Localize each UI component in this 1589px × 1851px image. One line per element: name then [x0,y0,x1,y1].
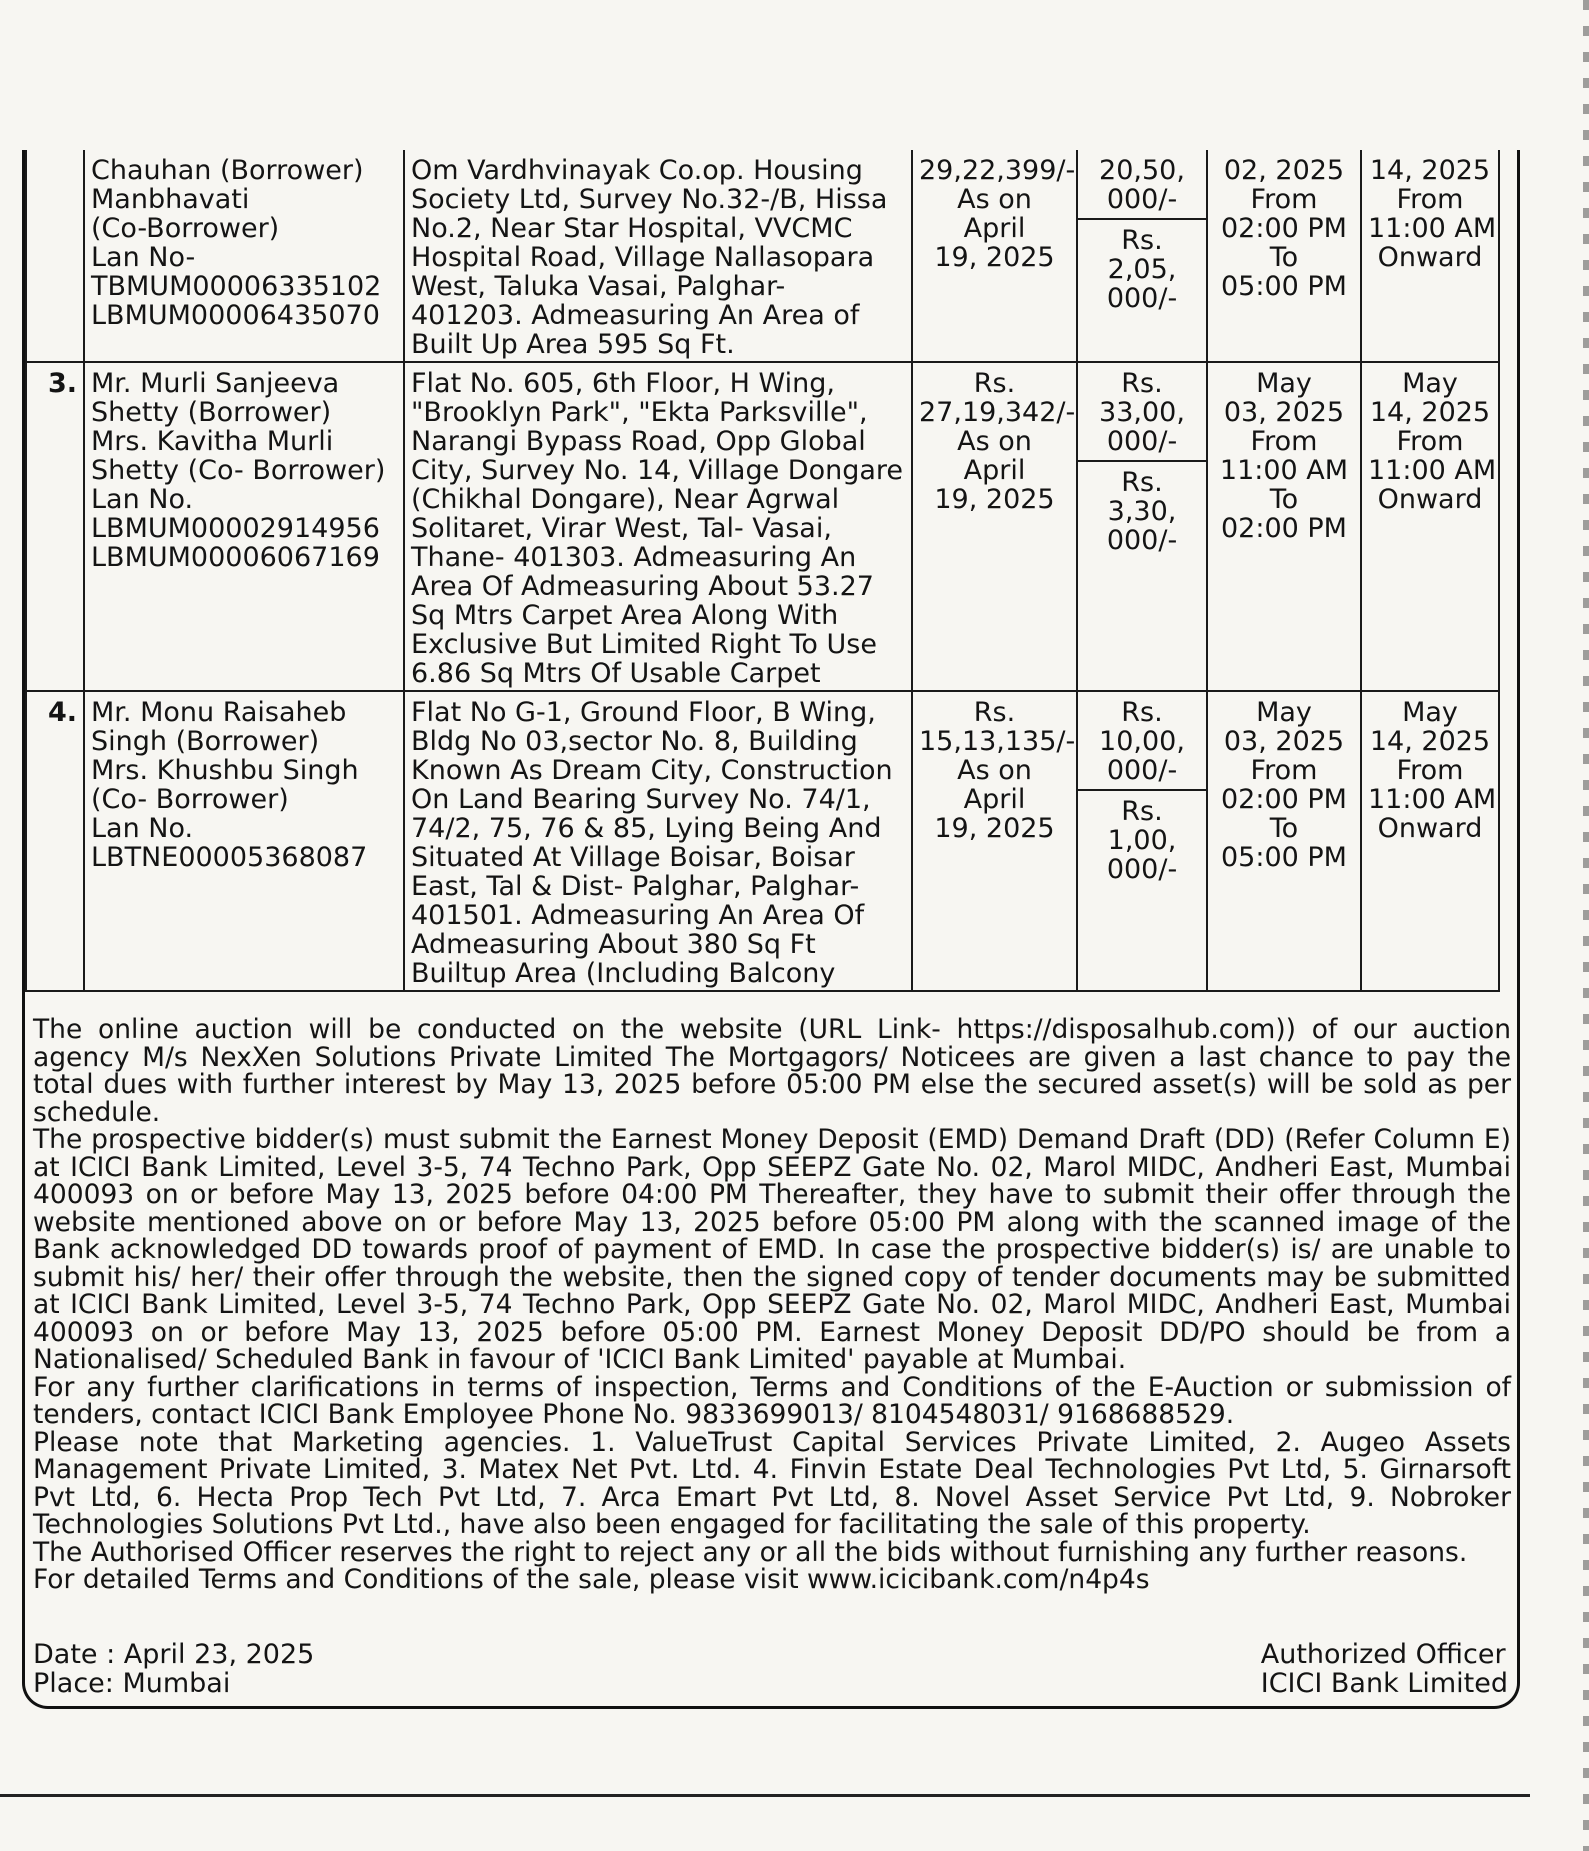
borrower-line: LBTNE00005368087 [91,842,368,873]
property-line: Built Up Area 595 Sq Ft. [411,329,735,360]
emd-line: Rs. [1121,467,1163,498]
inspection-line: 02:00 PM [1221,513,1347,544]
auction-line: May [1402,368,1458,399]
borrower-line: LBMUM00002914956 [91,513,380,544]
inspection-line: From [1250,426,1318,457]
emd-amount [1084,462,1200,555]
dues-line: 19, 2025 [934,484,1055,515]
reserve-line: 20,50, [1099,155,1185,186]
property-cell [404,150,912,362]
dues-line: April [963,784,1026,815]
emd-line: 3,30, [1107,496,1177,527]
property-line: 401501. Admeasuring An Area Of [411,900,865,931]
emd-amount [1084,220,1200,313]
inspection-line: 05:00 PM [1221,842,1347,873]
borrower-line: LBMUM00006435070 [91,300,380,331]
inspection-line: To [1269,242,1299,273]
property-line: Known As Dream City, Construction [411,755,893,786]
reserve-emd-cell [1077,691,1207,991]
borrower-line: Singh (Borrower) [91,726,320,757]
inspection-cell [1207,362,1361,691]
notice-paragraph: For any further clarifications in terms of inspection, Terms and Conditions of the E-Auction or submission of tenders, contact ICICI Bank Employee Phone No. 9833699013/ 8104548031/ 9168688529. [33,1371,1511,1430]
dues-line: Rs. [973,697,1016,728]
inspection-line: 03, 2025 [1223,726,1345,757]
property-line: Narangi Bypass Road, Opp Global [411,426,866,457]
auction-line: 11:00 AM [1368,784,1497,815]
borrower-cell [84,691,404,991]
borrower-line: Lan No- [91,242,196,273]
reserve-line: 10,00, [1099,726,1185,757]
emd-line: 1,00, [1107,825,1177,856]
auction-line: 11:00 AM [1368,455,1497,486]
inspection-line: May [1256,697,1312,728]
reserve-price [1078,369,1206,462]
dues-cell [912,691,1077,991]
dues-line: 27,19,342/- [919,397,1076,428]
dues-line: 15,13,135/- [919,726,1076,757]
reserve-emd-cell [1077,150,1207,362]
property-line: West, Taluka Vasai, Palghar- [411,271,786,302]
borrower-line: Manbhavati [91,184,250,215]
borrower-line: Mrs. Kavitha Murli [91,426,334,457]
inspection-line: From [1250,184,1318,215]
property-line: Om Vardhvinayak Co.op. Housing [411,155,863,186]
emd-line: 000/- [1106,854,1178,885]
auction-line: From [1396,426,1464,457]
dues-line: As on [957,184,1032,215]
serial-number-cell [26,150,84,362]
emd-line: 000/- [1106,525,1178,556]
notice-paragraph: The Authorised Officer reserves the right to reject any or all the bids without furnishing any further reasons. [33,1536,1468,1568]
dues-line: April [963,213,1026,244]
borrower-line: Chauhan (Borrower) [91,155,364,186]
bank-name: ICICI Bank Limited [1260,1668,1508,1699]
property-line: On Land Bearing Survey No. 74/1, [411,784,871,815]
auction-line: 14, 2025 [1369,726,1491,757]
dues-line: April [963,455,1026,486]
inspection-line: 05:00 PM [1221,271,1347,302]
table-row [26,150,1499,362]
officer-signoff [1261,1640,1508,1698]
auction-line: Onward [1377,813,1483,844]
reserve-line: 000/- [1106,426,1178,457]
dues-line: As on [957,755,1032,786]
property-line: Hospital Road, Village Nallasopara [411,242,875,273]
serial-number-cell: 4. [26,691,84,991]
inspection-line: 03, 2025 [1223,397,1345,428]
reserve-price [1078,698,1206,791]
auction-line: From [1396,184,1464,215]
property-line: "Brooklyn Park", "Ekta Parksville", [411,397,868,428]
property-line: Bldg No 03,sector No. 8, Building [411,726,858,757]
notice-terms [33,1016,1511,1594]
serial-number-cell: 3. [26,362,84,691]
property-cell [404,362,912,691]
emd-amount [1084,791,1200,884]
reserve-line: 000/- [1106,184,1178,215]
auction-table-body [26,150,1499,991]
auction-cell [1361,362,1499,691]
auction-cell [1361,691,1499,991]
dues-line: As on [957,426,1032,457]
officer-title: Authorized Officer [1260,1639,1506,1670]
property-line: Flat No G-1, Ground Floor, B Wing, [411,697,876,728]
borrower-cell [84,362,404,691]
borrower-cell [84,150,404,362]
notice-paragraph: The online auction will be conducted on the website (URL Link- https://disposalhub.com)) of our auction agency M/s NexXen Solutions Private Limited The Mortgagors/ Noticees are given a last chance to pay the total dues with further interest by May 13, 2025 before 05:00 PM else the secured asset(s) will be sold as per schedule. [33,1014,1511,1128]
inspection-line: 02:00 PM [1221,784,1347,815]
inspection-line: To [1269,813,1299,844]
borrower-line: Shetty (Co- Borrower) [91,455,386,486]
reserve-price [1078,156,1206,220]
emd-line: Rs. [1121,225,1163,256]
borrower-line: TBMUM00006335102 [91,271,382,302]
auction-notice [22,150,1520,1709]
property-line: City, Survey No. 14, Village Dongare [411,455,903,486]
reserve-line: Rs. [1121,697,1163,728]
reserve-line: 33,00, [1099,397,1185,428]
property-line: Society Ltd, Survey No.32-/B, Hissa [411,184,888,215]
property-line: East, Tal & Dist- Palghar, Palghar- [411,871,860,902]
property-line: Admeasuring About 380 Sq Ft [411,929,816,960]
notice-date: Date : April 23, 2025 [33,1639,315,1670]
auction-table [25,150,1500,992]
dues-line: 19, 2025 [934,813,1055,844]
reserve-line: Rs. [1121,368,1163,399]
borrower-line: Shetty (Borrower) [91,397,332,428]
emd-line: Rs. [1121,796,1163,827]
borrower-line: Mr. Monu Raisaheb [91,697,347,728]
property-line: Flat No. 605, 6th Floor, H Wing, [411,368,835,399]
borrower-line: Mr. Murli Sanjeeva [91,368,340,399]
inspection-line: May [1256,368,1312,399]
inspection-line: 02, 2025 [1223,155,1345,186]
date-place [33,1640,314,1698]
auction-line: Onward [1377,484,1483,515]
inspection-cell [1207,150,1361,362]
auction-line: From [1396,755,1464,786]
dues-line: Rs. [973,368,1016,399]
property-line: 74/2, 75, 76 & 85, Lying Being And [411,813,882,844]
auction-line: 14, 2025 [1369,397,1491,428]
emd-line: 000/- [1106,283,1178,314]
borrower-line: LBMUM00006067169 [91,542,380,573]
property-cell [404,691,912,991]
property-line: Exclusive But Limited Right To Use [411,629,877,660]
inspection-line: 02:00 PM [1221,213,1347,244]
emd-line: 2,05, [1107,254,1177,285]
table-row [26,691,1499,991]
auction-line: 11:00 AM [1368,213,1497,244]
dues-line: 29,22,399/- [919,155,1076,186]
property-line: Sq Mtrs Carpet Area Along With [411,600,839,631]
auction-line: May [1402,697,1458,728]
inspection-line: To [1269,484,1299,515]
reserve-emd-cell [1077,362,1207,691]
table-row [26,362,1499,691]
inspection-line: From [1250,755,1318,786]
property-line: Solitaret, Virar West, Tal- Vasai, [411,513,832,544]
property-line: Situated At Village Boisar, Boisar [411,842,855,873]
borrower-line: Mrs. Khushbu Singh [91,755,359,786]
auction-cell [1361,150,1499,362]
property-line: Builtup Area (Including Balcony [411,958,836,989]
dues-line: 19, 2025 [934,242,1055,273]
notice-paragraph: Please note that Marketing agencies. 1. ValueTrust Capital Services Private Limited, 2. Augeo Assets Management Private Limited, 3. Matex Net Pvt. Ltd. 4. Finvin Estate Deal Technologies Pvt Ltd, 5. Girnarsoft Pvt Ltd, 6. Hecta Prop Tech Pvt Ltd, 7. Arca Emart Pvt Ltd, 8. Novel Asset Service Pvt Ltd, 9. Nobroker Technologies Solutions Pvt Ltd., have also been engaged for facilitating the sale of this property. [33,1426,1511,1540]
notice-place: Place: Mumbai [33,1668,231,1699]
property-line: Area Of Admeasuring About 53.27 [411,571,874,602]
property-line: 6.86 Sq Mtrs Of Usable Carpet [411,658,821,689]
property-line: Thane- 401303. Admeasuring An [411,542,857,573]
dues-cell [912,150,1077,362]
borrower-line: (Co- Borrower) [91,784,289,815]
borrower-line: Lan No. [91,484,194,515]
auction-line: 14, 2025 [1369,155,1491,186]
auction-line: Onward [1377,242,1483,273]
property-line: No.2, Near Star Hospital, VVCMC [411,213,853,244]
property-line: (Chikhal Dongare), Near Agrwal [411,484,840,515]
borrower-line: (Co-Borrower) [91,213,280,244]
dues-cell [912,362,1077,691]
inspection-line: 11:00 AM [1219,455,1349,486]
page-edge-marks [1583,0,1589,1851]
notice-paragraph: For detailed Terms and Conditions of the sale, please visit www.icicibank.com/n4p4s [33,1564,1150,1595]
notice-paragraph: The prospective bidder(s) must submit the Earnest Money Deposit (EMD) Demand Draft (DD) (Refer Column E) at ICICI Bank Limited, Level 3-5, 74 Techno Park, Opp SEEPZ Gate No. 02, Marol MIDC, Andheri East, Mumbai 400093 on or before May 13, 2025 before 04:00 PM Thereafter, they have to submit their offer through the website mentioned above on or before May 13, 2025 before 05:00 PM along with the scanned image of the Bank acknowledged DD towards proof of payment of EMD. In case the prospective bidder(s) is/ are unable to submit his/ her/ their offer through the website, then the signed copy of tender documents may be submitted at ICICI Bank Limited, Level 3-5, 74 Techno Park, Opp SEEPZ Gate No. 02, Marol MIDC, Andheri East, Mumbai 400093 on or before May 13, 2025 before 05:00 PM. Earnest Money Deposit DD/PO should be from a Nationalised/ Scheduled Bank in favour of 'ICICI Bank Limited' payable at Mumbai. [33,1124,1511,1375]
reserve-line: 000/- [1106,755,1178,786]
bottom-rule [0,1794,1530,1797]
property-line: 401203. Admeasuring An Area of [411,300,860,331]
borrower-line: Lan No. [91,813,194,844]
inspection-cell [1207,691,1361,991]
